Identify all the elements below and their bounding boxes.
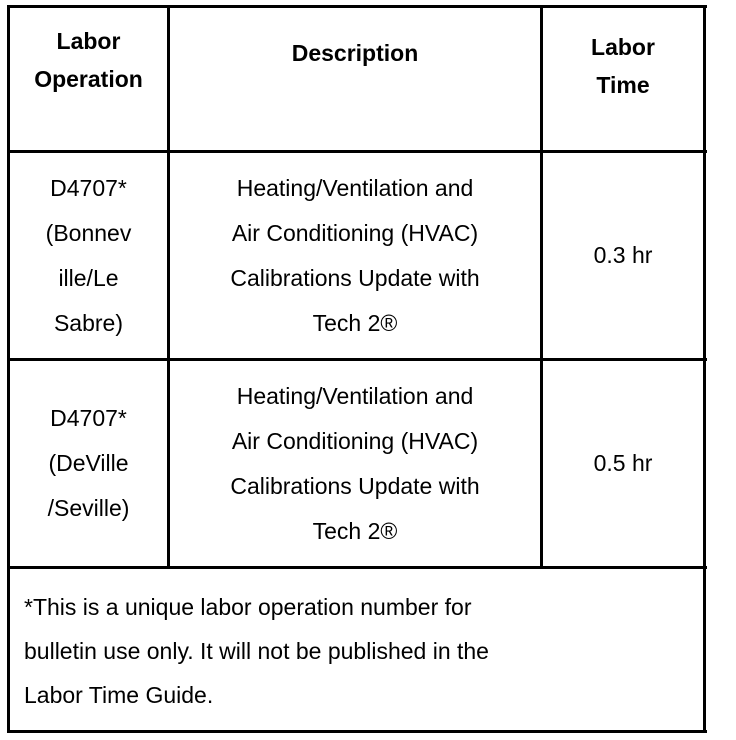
row-2-description: Heating/Ventilation and Air Conditioning (HVAC) Calibrations Update with Tech 2® bbox=[230, 382, 480, 544]
border-right bbox=[703, 5, 706, 733]
row-2-time: 0.5 hr bbox=[593, 450, 653, 476]
header-description: Description bbox=[291, 40, 419, 66]
border-bottom bbox=[7, 730, 707, 733]
row-1-description: Heating/Ventilation and Air Conditioning (HVAC) Calibrations Update with Tech 2® bbox=[230, 174, 480, 336]
row-1-time: 0.3 hr bbox=[593, 242, 653, 268]
row-1-operation: D4707* (Bonnev ille/Le Sabre) bbox=[45, 174, 132, 336]
header-labor-time: Labor Time bbox=[591, 34, 655, 98]
border-top bbox=[7, 5, 707, 8]
footnote: *This is a unique labor operation number for bulletin use only. It will not be published in the Labor Time Guide. bbox=[24, 594, 489, 708]
row-2-operation: D4707* (DeVille /Seville) bbox=[47, 405, 130, 521]
header-labor-operation: Labor Operation bbox=[34, 28, 143, 92]
row-divider-3 bbox=[7, 566, 707, 569]
